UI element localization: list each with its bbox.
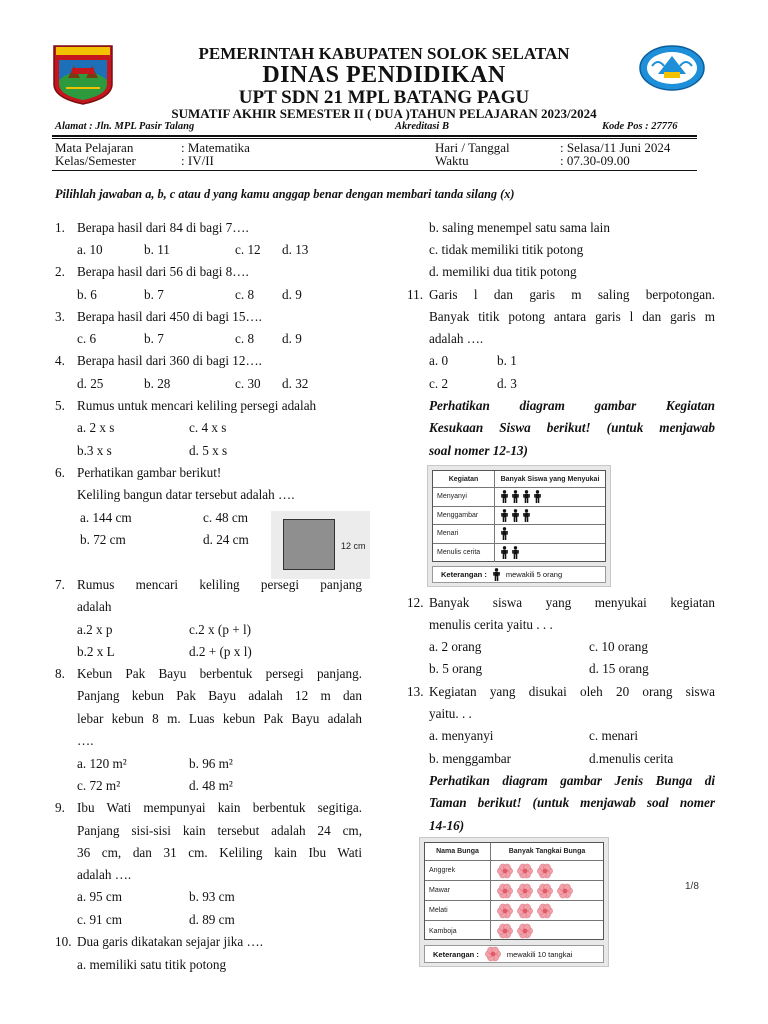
question-number: 1. xyxy=(55,220,65,235)
person-icon xyxy=(523,509,530,522)
person-icon xyxy=(501,527,508,540)
government-name: PEMERINTAH KABUPATEN SOLOK SELATAN xyxy=(198,44,570,63)
question-text: adalah …. xyxy=(429,331,484,346)
pictograph-legend xyxy=(432,566,606,583)
question-text: Garis l dan garis m saling berpotongan. xyxy=(429,287,715,302)
option-a: a. 2 orang xyxy=(429,639,482,654)
option-c: c. tidak memiliki titik potong xyxy=(429,242,584,257)
question-number: 5. xyxy=(55,398,65,413)
option-d: d. 89 cm xyxy=(189,912,235,927)
address-line xyxy=(55,121,695,135)
option-b: b. 28 xyxy=(144,376,171,391)
option-c: c. 2 xyxy=(429,376,449,391)
option-b: b. 5 orang xyxy=(429,661,483,676)
question-text: Berapa hasil dari 56 di bagi 8…. xyxy=(77,264,249,279)
page-number: 1/8 xyxy=(685,881,699,892)
school-name: UPT SDN 21 MPL BATANG PAGU xyxy=(238,87,530,108)
option-b: b. 7 xyxy=(144,331,164,346)
question-text: yaitu. . . xyxy=(429,706,472,721)
option-c: c. 8 xyxy=(235,331,255,346)
divider xyxy=(52,170,697,171)
option-a: a.2 x p xyxy=(77,622,113,637)
option-b: b. 96 m² xyxy=(189,756,233,771)
question-number: 12. xyxy=(407,595,424,610)
option-b: b. 1 xyxy=(497,353,517,368)
question-text: adalah xyxy=(77,599,112,614)
letterhead xyxy=(0,0,768,140)
row-label: Menari xyxy=(433,525,495,543)
flower-icon xyxy=(537,863,553,879)
question-number: 13. xyxy=(407,684,424,699)
class-label: Kelas/Semester xyxy=(55,153,136,168)
question-text: 36 cm, dan 31 cm. Keliling kain Ibu Wati xyxy=(77,845,362,860)
option-c: c. 48 cm xyxy=(203,510,249,525)
flower-icon xyxy=(497,863,513,879)
option-a: a. 10 xyxy=(77,242,103,257)
column-header: Kegiatan xyxy=(433,471,495,487)
person-icon xyxy=(523,490,530,503)
question-text: Banyak siswa yang menyukai kegiatan xyxy=(429,595,715,610)
question-text: Kebun Pak Bayu berbentuk persegi panjang. xyxy=(77,666,362,681)
pictograph-note: Taman berikut! (untuk menjawab soal nomer xyxy=(429,795,715,810)
option-a: b. 6 xyxy=(77,287,97,302)
question-number: 2. xyxy=(55,264,65,279)
exam-info xyxy=(55,140,695,170)
option-d: d. 9 xyxy=(282,331,302,346)
option-b: b. 72 cm xyxy=(80,532,126,547)
option-c: c. 4 x s xyxy=(189,420,227,435)
option-c: c. 91 cm xyxy=(77,912,123,927)
row-label: Anggrek xyxy=(425,861,491,880)
class-value: : IV/II xyxy=(181,153,214,168)
column-header: Banyak Tangkai Bunga xyxy=(508,848,586,855)
person-icon xyxy=(512,546,519,559)
option-a: d. 25 xyxy=(77,376,104,391)
option-c: c. 8 xyxy=(235,287,255,302)
question-number: 6. xyxy=(55,465,65,480)
column-header: Banyak Siswa yang Menyukai xyxy=(500,475,600,483)
divider xyxy=(52,138,697,139)
option-d: d. 3 xyxy=(497,376,517,391)
question-number: 8. xyxy=(55,666,65,681)
question-number: 3. xyxy=(55,309,65,324)
pictograph-row xyxy=(425,901,603,921)
pictograph-row xyxy=(433,507,605,526)
option-b: b. 93 cm xyxy=(189,889,235,904)
option-c: c. 10 orang xyxy=(589,639,648,654)
icon-cell xyxy=(495,544,519,563)
flower-icon xyxy=(485,946,501,962)
question-text: Berapa hasil dari 84 di bagi 7…. xyxy=(77,220,249,235)
row-label: Menulis cerita xyxy=(433,544,495,563)
person-icon xyxy=(512,490,519,503)
option-b: b. 11 xyxy=(144,242,170,257)
pictograph-legend xyxy=(424,945,604,963)
option-c: c. 12 xyxy=(235,242,261,257)
question-text: …. xyxy=(77,733,94,748)
option-a: a. 120 m² xyxy=(77,756,127,771)
flower-pictograph xyxy=(419,837,609,967)
exam-title: SUMATIF AKHIR SEMESTER II ( DUA )TAHUN PELAJARAN 2023/2024 xyxy=(171,106,597,121)
question-number: 4. xyxy=(55,353,65,368)
pictograph-note: Kesukaan Siswa berikut! (untuk menjawab xyxy=(429,420,715,435)
icon-cell xyxy=(491,881,573,900)
flower-icon xyxy=(517,863,533,879)
option-a: a. 95 cm xyxy=(77,889,123,904)
option-a: a. 0 xyxy=(429,353,449,368)
row-label: Kamboja xyxy=(425,921,491,941)
day-label: Hari / Tanggal xyxy=(435,140,510,155)
pictograph-row xyxy=(425,881,603,901)
question-text: adalah …. xyxy=(77,867,132,882)
flower-icon xyxy=(497,903,513,919)
pictograph-row xyxy=(425,921,603,941)
option-a: a. 2 x s xyxy=(77,420,115,435)
person-icon xyxy=(501,490,508,503)
flower-icon xyxy=(517,903,533,919)
icon-cell xyxy=(495,488,541,506)
option-b: b. menggambar xyxy=(429,751,512,766)
side-length-label: 12 cm xyxy=(341,541,366,551)
person-icon xyxy=(493,568,500,581)
time-value: : 07.30-09.00 xyxy=(560,153,630,168)
question-number: 9. xyxy=(55,800,65,815)
option-d: d. 24 cm xyxy=(203,532,249,547)
row-label: Menyanyi xyxy=(433,488,495,506)
question-text: Rumus untuk mencari keliling persegi adalah xyxy=(77,398,317,413)
pictograph-row xyxy=(433,525,605,544)
subject-value: : Matematika xyxy=(181,140,250,155)
option-a: c. 6 xyxy=(77,331,97,346)
option-c: c. 30 xyxy=(235,376,261,391)
option-c: c.2 x (p + l) xyxy=(189,622,252,637)
pictograph-note: 14-16) xyxy=(429,818,465,833)
question-text: Panjang sisi-sisi kain tersebut adalah 24 cm, xyxy=(77,823,362,838)
question-text: Kegiatan yang disukai oleh 20 orang siswa xyxy=(429,684,715,699)
option-a: a. memiliki satu titik potong xyxy=(77,957,227,972)
option-d: d.2 + (p x l) xyxy=(189,644,252,659)
question-number: 11. xyxy=(407,287,423,302)
row-label: Mawar xyxy=(425,881,491,900)
question-text: Dua garis dikatakan sejajar jika …. xyxy=(77,934,264,949)
option-b: b. 7 xyxy=(144,287,164,302)
option-d: d. 9 xyxy=(282,287,302,302)
question-text: menulis cerita yaitu . . . xyxy=(429,617,553,632)
department-name: DINAS PENDIDIKAN xyxy=(262,62,506,88)
address: Alamat : Jln. MPL Pasir Talang xyxy=(55,121,195,132)
option-d: d.menulis cerita xyxy=(589,751,674,766)
option-a: a. 144 cm xyxy=(80,510,132,525)
flower-icon xyxy=(557,883,573,899)
question-text: Perhatikan gambar berikut! xyxy=(77,465,222,480)
option-d: d. 5 x s xyxy=(189,443,228,458)
time-label: Waktu xyxy=(435,153,469,168)
row-label: Menggambar xyxy=(433,507,495,525)
flower-icon xyxy=(517,883,533,899)
question-number: 7. xyxy=(55,577,65,592)
activity-pictograph xyxy=(427,465,611,587)
accreditation: Akreditasi B xyxy=(395,121,449,132)
flower-icon xyxy=(537,883,553,899)
option-c: c. menari xyxy=(589,728,639,743)
option-d: d. 15 orang xyxy=(589,661,649,676)
pictograph-row xyxy=(433,488,605,507)
icon-cell xyxy=(491,901,553,920)
option-b: b.2 x L xyxy=(77,644,115,659)
question-text: Rumus mencari keliling persegi panjang xyxy=(77,577,362,592)
question-text: Panjang kebun Pak Bayu adalah 12 m dan xyxy=(77,688,362,703)
question-text: lebar kebun 8 m. Luas kebun Pak Bayu adalah xyxy=(77,711,362,726)
option-d: d. 32 xyxy=(282,376,309,391)
icon-cell xyxy=(491,861,553,880)
option-b: b. saling menempel satu sama lain xyxy=(429,220,610,235)
day-value: : Selasa/11 Juni 2024 xyxy=(560,140,671,155)
question-text: Ibu Wati mempunyai kain berbentuk segitiga. xyxy=(77,800,362,815)
icon-cell xyxy=(495,525,508,543)
question-text: Banyak titik potong antara garis l dan garis m xyxy=(429,309,715,324)
option-d: d. 13 xyxy=(282,242,309,257)
question-text: Berapa hasil dari 360 di bagi 12…. xyxy=(77,353,262,368)
question-text: Keliling bangun datar tersebut adalah …. xyxy=(77,487,295,502)
column-header: Nama Bunga xyxy=(425,843,491,860)
divider xyxy=(52,135,697,137)
option-c: c. 72 m² xyxy=(77,778,121,793)
legend-label: Keterangan : xyxy=(433,949,479,959)
flower-icon xyxy=(497,883,513,899)
legend-label: Keterangan : xyxy=(441,570,487,579)
person-icon xyxy=(534,490,541,503)
legend-text: mewakili 5 orang xyxy=(505,570,563,579)
pictograph-row xyxy=(433,544,605,563)
question-text: Berapa hasil dari 450 di bagi 15…. xyxy=(77,309,262,324)
pictograph-note: soal nomer 12-13) xyxy=(429,443,528,458)
legend-text: mewakili 10 tangkai xyxy=(506,949,573,959)
postal-code: Kode Pos : 27776 xyxy=(602,121,678,132)
option-d: d. 48 m² xyxy=(189,778,233,793)
question-number: 10. xyxy=(55,934,72,949)
option-d: d. memiliki dua titik potong xyxy=(429,264,577,279)
icon-cell xyxy=(491,921,533,941)
instruction: Pilihlah jawaban a, b, c atau d yang kamu anggap benar dengan membari tanda silang (x) xyxy=(55,187,515,201)
square-shape xyxy=(283,519,335,570)
flower-icon xyxy=(517,923,533,939)
person-icon xyxy=(512,509,519,522)
icon-cell xyxy=(495,507,530,525)
square-figure xyxy=(271,511,370,579)
option-b: b.3 x s xyxy=(77,443,112,458)
row-label: Melati xyxy=(425,901,491,920)
option-a: a. menyanyi xyxy=(429,728,494,743)
person-icon xyxy=(501,546,508,559)
pictograph-note: Perhatikan diagram gambar Kegiatan xyxy=(429,398,715,413)
flower-icon xyxy=(537,903,553,919)
subject-label: Mata Pelajaran xyxy=(55,140,134,155)
flower-icon xyxy=(497,923,513,939)
pictograph-note: Perhatikan diagram gambar Jenis Bunga di xyxy=(429,773,715,788)
pictograph-row xyxy=(425,861,603,881)
person-icon xyxy=(501,509,508,522)
